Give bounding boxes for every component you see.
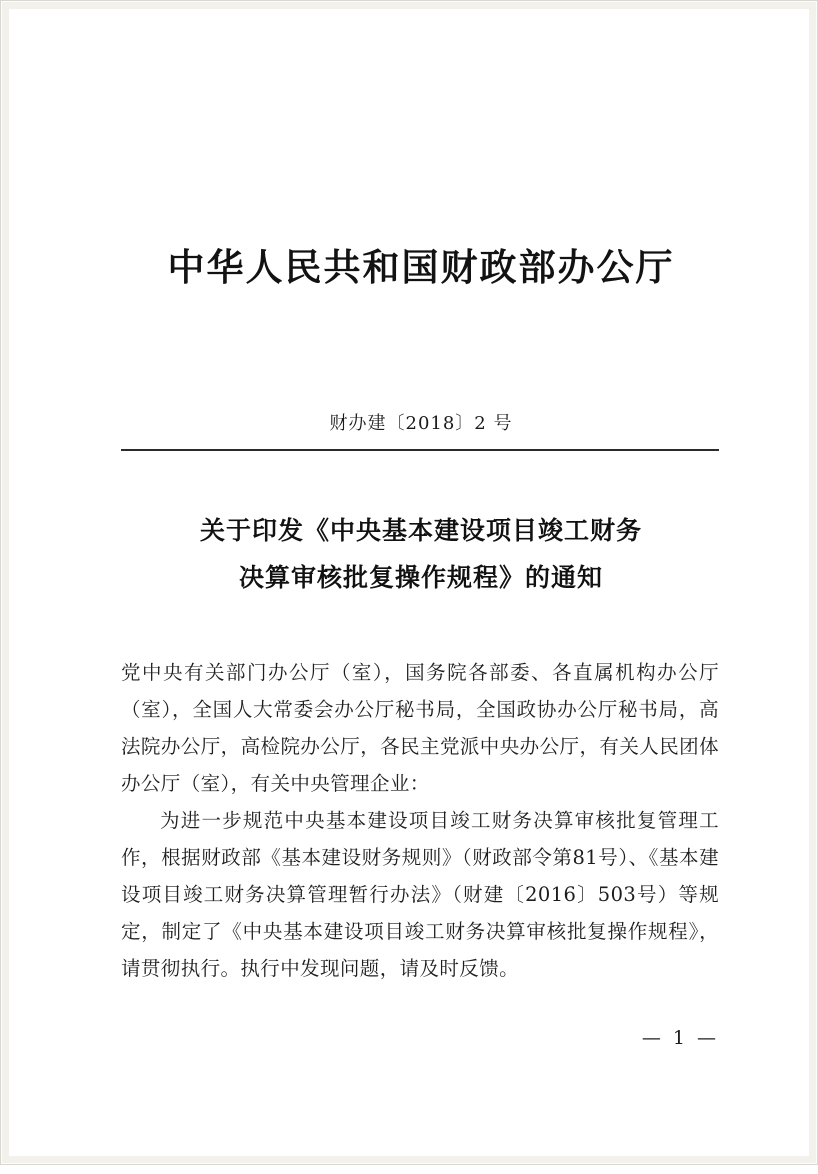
page-title bbox=[121, 507, 721, 601]
scan-edge-right bbox=[809, 2, 816, 1163]
issuing-authority-masthead: 中华人民共和国财政部办公厅 bbox=[167, 245, 675, 289]
document-content bbox=[121, 9, 721, 1174]
scan-edge-top bbox=[2, 2, 816, 9]
page-number: — 1 — bbox=[641, 1027, 719, 1049]
body-paragraph-1: 为进一步规范中央基本建设项目竣工财务决算审核批复管理工作，根据财政部《基本建设财务规则》（财政部令第81号）、《基本建设项目竣工财务决算管理暂行办法》（财建〔2016〕503号）等规定，制定了《中央基本建设项目竣工财务决算审核批复操作规程》，请贯彻执行。执行中发现问题，请及时反馈。 bbox=[121, 809, 719, 980]
page-title-line-2: 决算审核批复操作规程》的通知 bbox=[238, 563, 603, 592]
document-number: 财办建〔2018〕2 号 bbox=[329, 413, 513, 434]
scan-edge-left bbox=[2, 2, 9, 1163]
paper-surface bbox=[9, 9, 809, 1156]
header-divider-rule bbox=[121, 449, 719, 451]
page-title-line-1: 关于印发《中央基本建设项目竣工财务 bbox=[199, 516, 642, 545]
document-body bbox=[121, 654, 719, 987]
recipients-paragraph: 党中央有关部门办公厅（室），国务院各部委、各直属机构办公厅（室），全国人大常委会办公厅秘书局，全国政协办公厅秘书局，高法院办公厅，高检院办公厅，各民主党派中央办公厅，有关人民团体办公厅（室），有关中央管理企业： bbox=[121, 661, 719, 795]
